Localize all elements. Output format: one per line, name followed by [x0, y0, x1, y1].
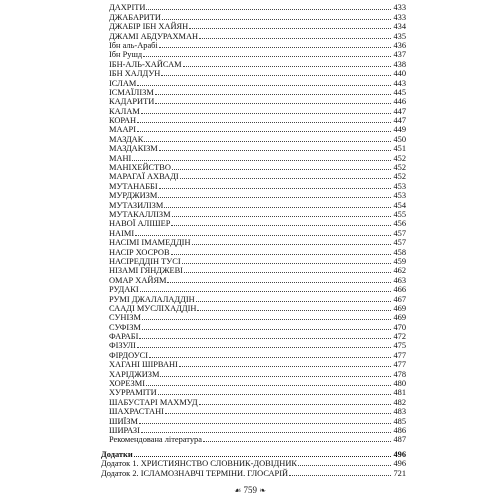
entry-page-number: 472 [393, 332, 406, 342]
entry-title: ФІЗУЛІ [109, 341, 136, 351]
toc-entry [101, 75, 406, 88]
entry-page-number: 434 [393, 22, 406, 32]
entry-page-number: 496 [393, 449, 406, 459]
toc-entry [101, 235, 406, 248]
entry-page-number: 485 [393, 416, 406, 426]
entry-title: НАІМІ [109, 228, 135, 238]
entry-page-number: 467 [393, 294, 406, 304]
entry-page-number: 470 [393, 322, 406, 332]
entry-page-number: 451 [393, 144, 406, 154]
entry-title: МААРІ [109, 125, 136, 135]
entry-title: ІБН-АЛЬ-ХАЙСАМ [109, 59, 182, 69]
entry-title: Додатки [101, 449, 133, 459]
entry-title: КАДАРИТИ [109, 97, 155, 107]
entry-page-number: 445 [393, 87, 406, 97]
entry-page-number: 457 [393, 228, 406, 238]
appendix-entry [101, 456, 406, 469]
entry-title: Ібн аль-Арабі [109, 40, 158, 50]
entry-title: ХАГАНІ ШІРВАНІ [109, 360, 178, 370]
entry-title: Рекомендована література [109, 435, 202, 445]
toc-entry [101, 9, 406, 22]
toc-entry [101, 122, 406, 135]
toc-entry [101, 291, 406, 304]
toc-entry [101, 385, 406, 398]
entry-title: ХОРЕЗМІ [109, 379, 145, 389]
toc-entry [101, 319, 406, 332]
entry-page-number: 438 [393, 59, 406, 69]
entry-title: СУНІЗМ [109, 313, 141, 323]
entry-page-number: 487 [393, 435, 406, 445]
entry-title: ІСМАЇЛІЗМ [109, 87, 154, 97]
entry-title: ФАРАБІ [109, 332, 139, 342]
entry-title: ШАХРАСТАНІ [109, 407, 164, 417]
toc-entry [101, 85, 406, 97]
entry-page-number: 481 [393, 388, 406, 398]
appendix-heading [101, 446, 406, 459]
entry-page-number: 453 [393, 181, 406, 191]
entry-title: Ібн Рушд [109, 50, 143, 60]
entry-page-number: 478 [393, 369, 406, 379]
toc-entry [101, 413, 406, 426]
entry-page-number: 477 [393, 360, 406, 370]
entry-title: Додаток 1. ХРИСТИЯНСТВО СЛОВНИК-ДОВІДНИК [101, 459, 297, 469]
toc-entry [101, 47, 406, 60]
entry-title: НАСІРЕДДІН ТУСІ [109, 256, 181, 266]
entry-page-number: 443 [393, 78, 406, 88]
entry-title: ШАБУСТАРІ МАХМУД [109, 397, 198, 407]
entry-title: ФІРДОУСІ [109, 350, 149, 360]
entry-title: НАВОЇ АЛІШЕР [109, 219, 171, 229]
dot-leader [203, 432, 391, 442]
entry-page-number: 437 [393, 50, 406, 60]
entry-title: РУМІ ДЖАЛАЛАДДІН [109, 294, 195, 304]
toc-entry [101, 282, 406, 295]
entry-title: РУДАКІ [109, 285, 139, 295]
toc-entry [101, 329, 406, 342]
toc-entry [101, 56, 406, 69]
toc-entry [101, 225, 406, 238]
toc-entry [101, 103, 406, 116]
entry-page-number: 480 [393, 379, 406, 389]
entry-title: ДАХРІТИ [109, 3, 146, 13]
entry-page-number: 452 [393, 163, 406, 173]
entry-page-number: 469 [393, 313, 406, 323]
entry-title: ІБН ХАЛДУН [109, 69, 161, 79]
entry-page-number: 454 [393, 200, 406, 210]
entry-page-number: 462 [393, 266, 406, 276]
entry-page-number: 486 [393, 425, 406, 435]
entry-page-number: 450 [393, 134, 406, 144]
entry-title: ШИРАЗІ [109, 425, 140, 435]
entry-title: ШИЇЗМ [109, 416, 138, 426]
entry-page-number: 459 [393, 256, 406, 266]
entry-title: Додаток 2. ІСЛАМОЗНАВЧІ ТЕРМІНИ. ГЛОСАРІЙ [101, 468, 289, 478]
ornament-left-icon: ☙ [234, 486, 242, 495]
toc-entry [101, 0, 406, 13]
entry-title: НІЗАМІ ГЯНДЖЕВІ [109, 266, 183, 276]
entry-page-number: 453 [393, 191, 406, 201]
entry-title: ДЖАБАРИТИ [109, 12, 161, 22]
page-number: 759 [243, 485, 257, 495]
entry-page-number: 458 [393, 247, 406, 257]
entry-title: КАЛАМ [109, 106, 140, 116]
entry-page-number: 433 [393, 12, 406, 22]
entry-page-number: 447 [393, 116, 406, 126]
entry-page-number: 446 [393, 97, 406, 107]
entry-page-number: 452 [393, 153, 406, 163]
toc-entry [101, 150, 406, 163]
toc-entry [101, 113, 406, 126]
entry-page-number: 721 [393, 468, 406, 478]
toc-entry [101, 432, 406, 445]
entry-title: ОМАР ХАЙЯМ [109, 275, 167, 285]
entry-page-number: 477 [393, 350, 406, 360]
entry-page-number: 457 [393, 238, 406, 248]
entry-page-number: 483 [393, 407, 406, 417]
toc-entry [101, 338, 406, 351]
entry-title: ДЖАМІ АБДУРАХМАН [109, 31, 199, 41]
entry-title: КОРАН [109, 116, 137, 126]
dot-leader [289, 465, 391, 475]
entry-title: МАЗДАК [109, 134, 144, 144]
entry-title: ХАРІДЖИЗМ [109, 369, 160, 379]
entry-page-number: 496 [393, 459, 406, 469]
entry-page-number: 440 [393, 69, 406, 79]
entry-page-number: 466 [393, 285, 406, 295]
toc-entry [101, 141, 406, 154]
entry-page-number: 475 [393, 341, 406, 351]
entry-page-number: 435 [393, 31, 406, 41]
ornament-right-icon: ❧ [259, 486, 266, 495]
entry-title: ХУРРАМІТИ [109, 388, 157, 398]
toc-entry [101, 131, 406, 144]
entry-title: МАНІ [109, 153, 132, 163]
entry-title: МУТАЗИЛІЗМ [109, 200, 164, 210]
page-footer [0, 485, 500, 495]
entry-title: НАСІР ХОСРОВ [109, 247, 170, 257]
entry-page-number: 456 [393, 219, 406, 229]
entry-title: МАРАГАЇ АХВАДІ [109, 172, 179, 182]
entry-title: СУФІЗМ [109, 322, 141, 332]
entry-page-number: 436 [393, 40, 406, 50]
entry-title: МАЗДАКІЗМ [109, 144, 158, 154]
entry-title: МУТАНАББІ [109, 181, 158, 191]
toc-entry [101, 376, 406, 389]
entry-page-number: 452 [393, 172, 406, 182]
entry-title: МУРДЖИЗМ [109, 191, 158, 201]
entry-title: МАНІХЕЙСТВО [109, 163, 171, 173]
toc-entry [101, 310, 406, 323]
entry-page-number: 447 [393, 106, 406, 116]
toc-entry [101, 347, 406, 360]
entry-title: НАСІМІ ІМАМЕДДІН [109, 238, 191, 248]
table-of-contents [101, 0, 406, 478]
entry-page-number: 482 [393, 397, 406, 407]
entry-page-number: 449 [393, 125, 406, 135]
toc-entry [101, 160, 406, 173]
entry-page-number: 463 [393, 275, 406, 285]
toc-entry [101, 423, 406, 435]
entry-title: ДЖАБІР ІБН ХАЙЯН [109, 22, 189, 32]
entry-title: СААДІ МУСЛІХАДДІН [109, 303, 197, 313]
entry-page-number: 469 [393, 303, 406, 313]
entry-page-number: 455 [393, 209, 406, 219]
entry-title: ІСЛАМ [109, 78, 137, 88]
entry-page-number: 433 [393, 3, 406, 13]
entry-title: МУТАКАЛЛІЗМ [109, 209, 171, 219]
